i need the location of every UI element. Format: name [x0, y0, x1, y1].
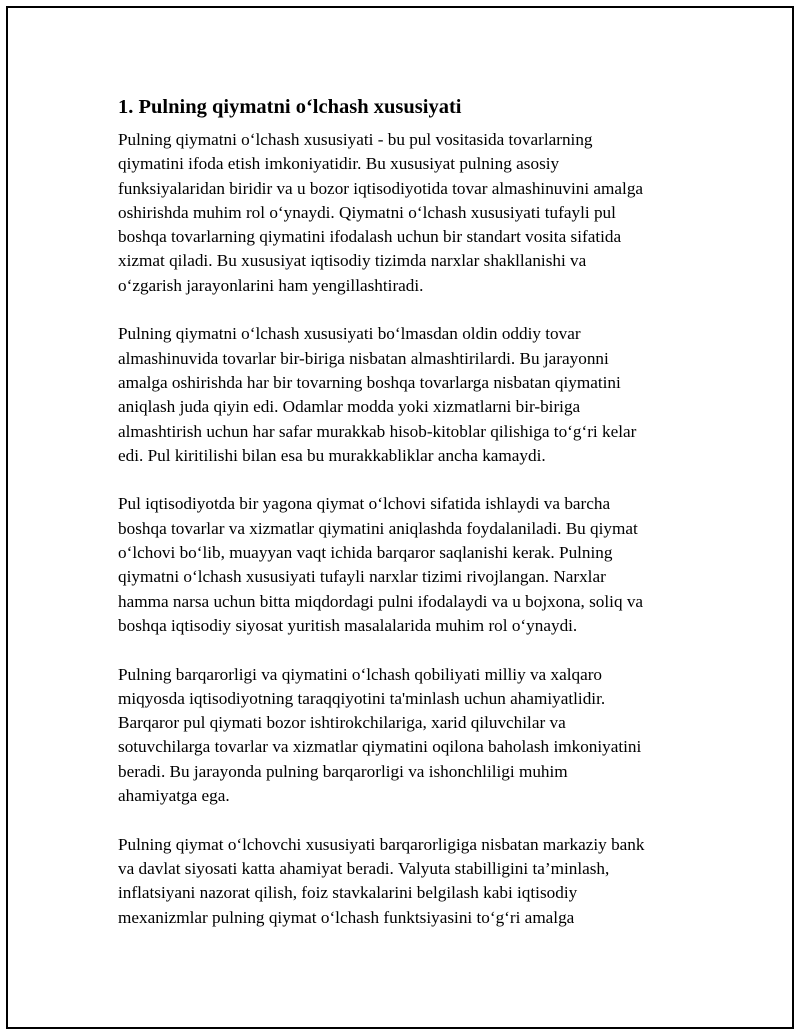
- text-line: Barqaror pul qiymati bozor ishtirokchilariga, xarid qiluvchilar va: [118, 713, 566, 733]
- text-line: sotuvchilarga tovarlar va xizmatlar qiymatini oqilona baholash imkoniyatini: [118, 737, 642, 757]
- paragraph-3: [118, 492, 698, 638]
- text-line: boshqa iqtisodiy siyosat yuritish masalalarida muhim rol o‘ynaydi.: [118, 615, 578, 635]
- document-body: [118, 94, 698, 954]
- text-line: Pulning qiymatni o‘lchash xususiyati - bu pul vositasida tovarlarning: [118, 130, 593, 149]
- text-line: qiymatini ifoda etish imkoniyatidir. Bu xususiyat pulning asosiy: [118, 154, 560, 174]
- text-line: mexanizmlar pulning qiymat o‘lchash funktsiyasini to‘g‘ri amalga: [118, 907, 575, 927]
- text-line: funksiyalaridan biridir va u bozor iqtisodiyotida tovar almashinuvini amalga: [118, 178, 644, 198]
- paragraph-2: [118, 322, 698, 468]
- text-line: va davlat siyosati katta ahamiyat beradi. Valyuta stabilligini ta’minlash,: [118, 858, 610, 878]
- text-line: xizmat qiladi. Bu xususiyat iqtisodiy tizimda narxlar shakllanishi va: [118, 251, 587, 271]
- text-line: amalga oshirishda har bir tovarning boshqa tovarlarga nisbatan qiymatini: [118, 372, 621, 392]
- text-line: qiymatni o‘lchash xususiyati tufayli narxlar tizimi rivojlangan. Narxlar: [118, 567, 606, 587]
- text-line: Pulning barqarorligi va qiymatini o‘lchash qobiliyati milliy va xalqaro: [118, 664, 603, 684]
- text-line: oshirishda muhim rol o‘ynaydi. Qiymatni o‘lchash xususiyati tufayli pul: [118, 202, 616, 222]
- text-line: Pul iqtisodiyotda bir yagona qiymat o‘lchovi sifatida ishlaydi va barcha: [118, 494, 611, 514]
- text-line: o‘lchovi bo‘lib, muayyan vaqt ichida barqaror saqlanishi kerak. Pulning: [118, 543, 613, 563]
- text-line: ahamiyatga ega.: [118, 786, 230, 806]
- paragraph-4: [118, 663, 698, 809]
- paragraph-1: [118, 128, 698, 298]
- text-line: Pulning qiymatni o‘lchash xususiyati bo‘lmasdan oldin oddiy tovar: [118, 324, 581, 344]
- text-line: almashtirish uchun har safar murakkab hisob-kitoblar qilishiga to‘g‘ri kelar: [118, 421, 637, 441]
- text-line: hamma narsa uchun bitta miqdordagi pulni ifodalaydi va u bojxona, soliq va: [118, 591, 644, 611]
- paragraph-5: [118, 833, 698, 930]
- text-line: boshqa tovarlarning qiymatini ifodalash uchun bir standart vosita sifatida: [118, 227, 622, 247]
- text-line: boshqa tovarlar va xizmatlar qiymatini aniqlashda foydalaniladi. Bu qiymat: [118, 518, 638, 538]
- text-line: beradi. Bu jarayonda pulning barqarorligi va ishonchliligi muhim: [118, 761, 568, 781]
- text-line: inflatsiyani nazorat qilish, foiz stavkalarini belgilash kabi iqtisodiy: [118, 883, 578, 903]
- text-line: miqyosda iqtisodiyotning taraqqiyotini ta'minlash uchun ahamiyatlidir.: [118, 688, 606, 708]
- text-line: Pulning qiymat o‘lchovchi xususiyati barqarorligiga nisbatan markaziy bank: [118, 834, 645, 854]
- text-line: edi. Pul kiritilishi bilan esa bu murakkabliklar ancha kamaydi.: [118, 445, 546, 465]
- text-line: aniqlash juda qiyin edi. Odamlar modda yoki xizmatlarni bir-biriga: [118, 397, 581, 417]
- section-heading: 1. Pulning qiymatni o‘lchash xususiyati: [118, 96, 462, 118]
- text-line: almashinuvida tovarlar bir-biriga nisbatan almashtirilardi. Bu jarayonni: [118, 348, 609, 368]
- text-line: o‘zgarish jarayonlarini ham yengillashtiradi.: [118, 275, 424, 295]
